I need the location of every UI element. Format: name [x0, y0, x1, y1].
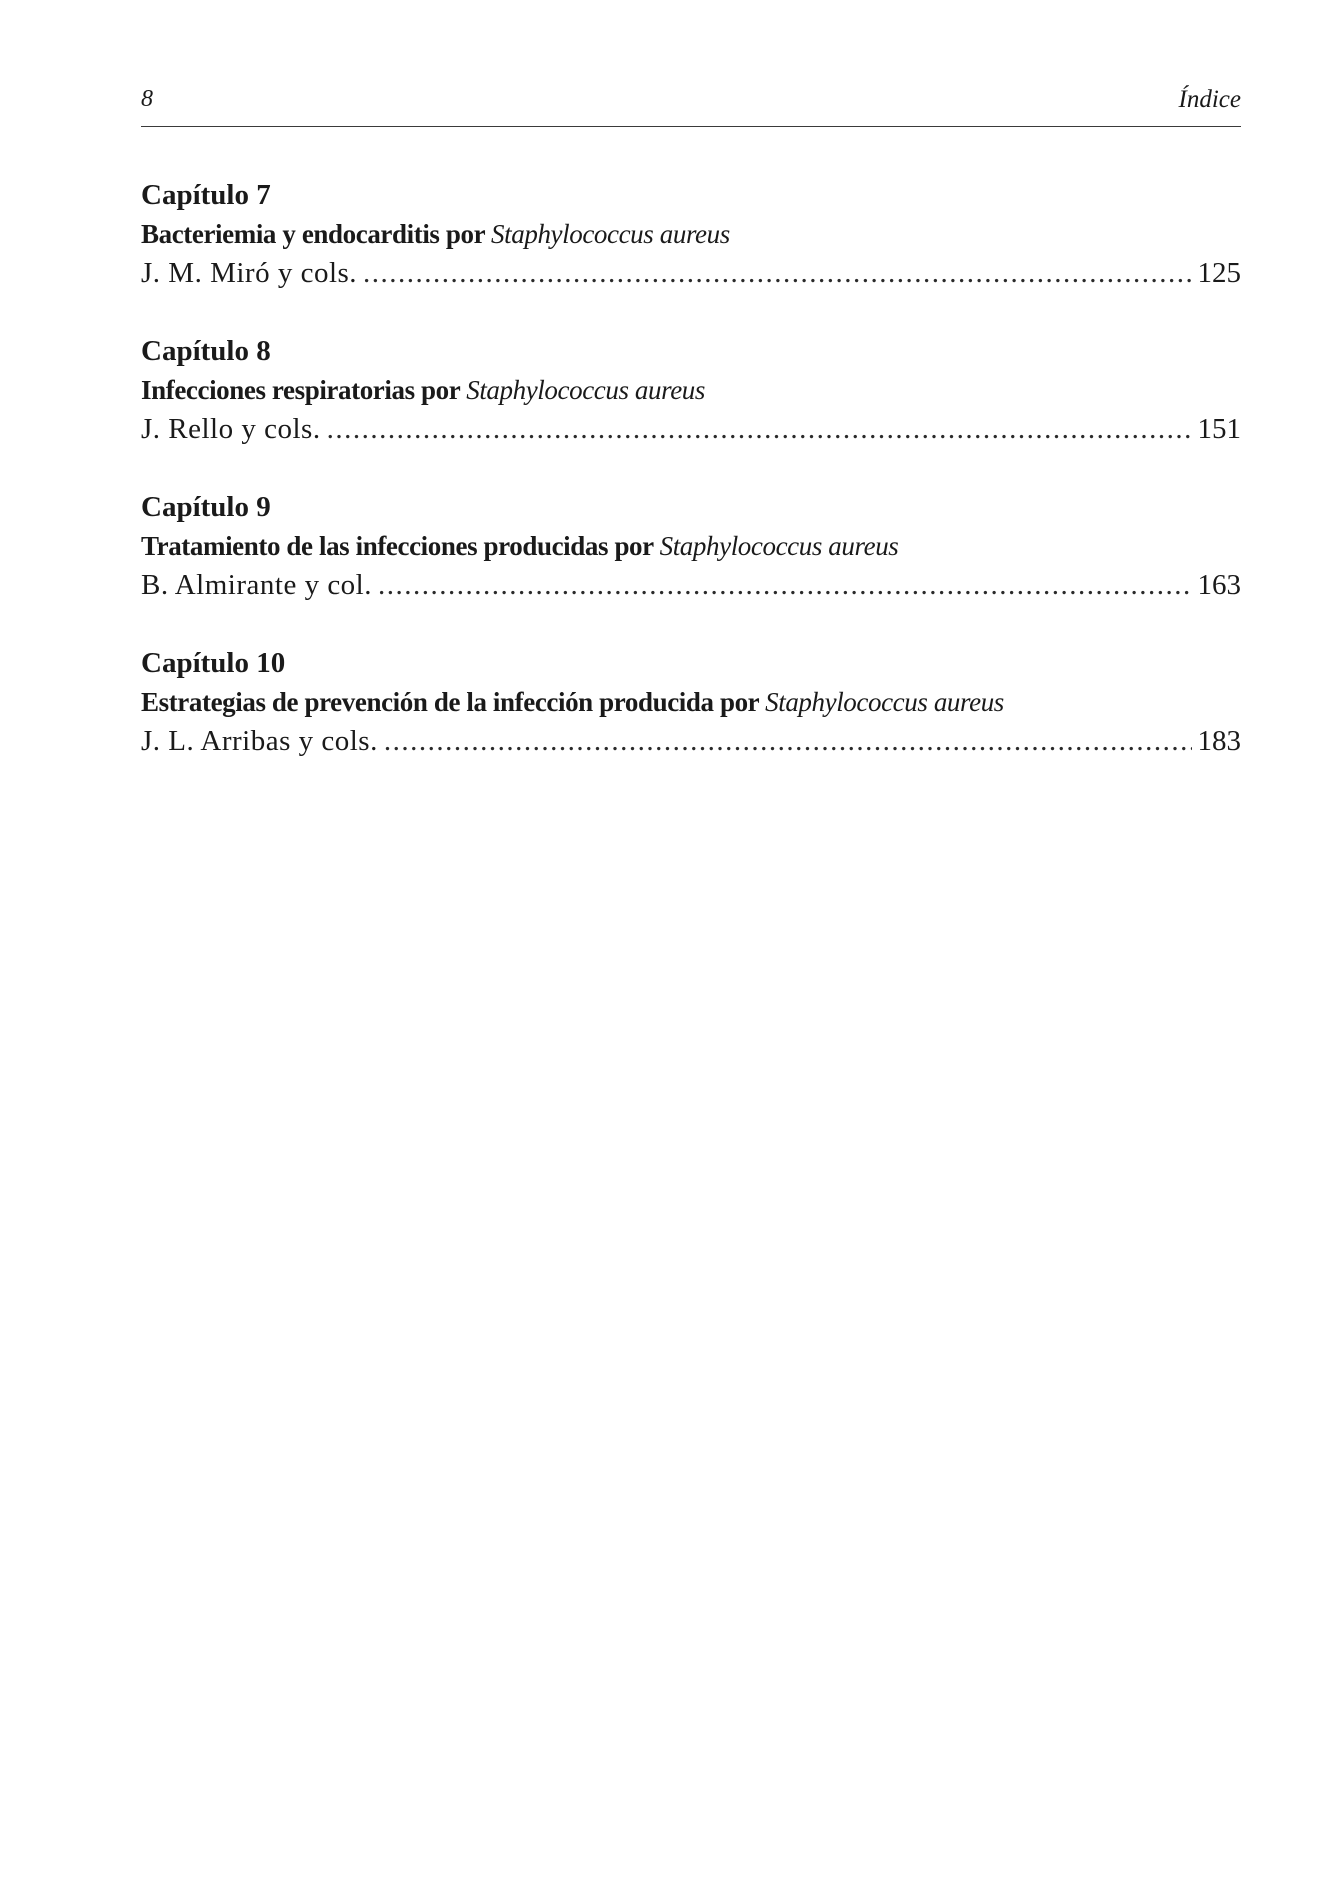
chapter-label: Capítulo 9: [141, 491, 271, 523]
chapter-title-text: Infecciones respiratorias por: [141, 375, 467, 405]
toc-entry-chapter-7: [141, 175, 1241, 331]
chapter-title-species: Staphylococcus aureus: [659, 531, 899, 561]
author-line: [141, 721, 1241, 761]
chapter-title-species: Staphylococcus aureus: [765, 687, 1004, 717]
chapter-author: J. M. Miró y cols.: [141, 257, 358, 289]
chapter-page-number: 125: [1197, 257, 1241, 289]
chapter-title: [141, 527, 1241, 565]
chapter-label: Capítulo 10: [141, 647, 286, 679]
dot-leader: [384, 721, 1192, 761]
chapter-author: J. Rello y cols.: [141, 413, 321, 445]
author-line: [141, 253, 1241, 293]
chapter-title: [141, 371, 1241, 409]
chapter-label: Capítulo 7: [141, 179, 271, 211]
chapter-page-number: 151: [1197, 413, 1241, 445]
running-header: [141, 86, 1241, 127]
dot-leader: [378, 565, 1192, 605]
chapter-title-species: Staphylococcus aureus: [466, 375, 706, 405]
chapter-title-text: Bacteriemia y endocarditis por: [141, 219, 492, 249]
dot-leader: [327, 409, 1192, 449]
toc-entry-chapter-10: [141, 643, 1241, 799]
chapter-title-species: Staphylococcus aureus: [491, 219, 730, 249]
author-line: [141, 409, 1241, 449]
chapter-author: J. L. Arribas y cols.: [141, 725, 378, 757]
section-title: Índice: [1178, 86, 1241, 113]
table-of-contents: [141, 175, 1241, 799]
dot-leader: [363, 253, 1191, 293]
chapter-title-text: Tratamiento de las infecciones producidas por: [141, 531, 660, 561]
toc-entry-chapter-9: [141, 487, 1241, 643]
chapter-page-number: 163: [1197, 569, 1241, 601]
page-number: 8: [141, 86, 153, 112]
chapter-label: Capítulo 8: [141, 335, 271, 367]
chapter-author: B. Almirante y col.: [141, 569, 372, 601]
toc-entry-chapter-8: [141, 331, 1241, 487]
chapter-title: [141, 215, 1241, 253]
chapter-title-text: Estrategias de prevención de la infección producida por: [141, 687, 766, 717]
chapter-page-number: 183: [1197, 725, 1241, 757]
chapter-title: [141, 683, 1241, 721]
author-line: [141, 565, 1241, 605]
